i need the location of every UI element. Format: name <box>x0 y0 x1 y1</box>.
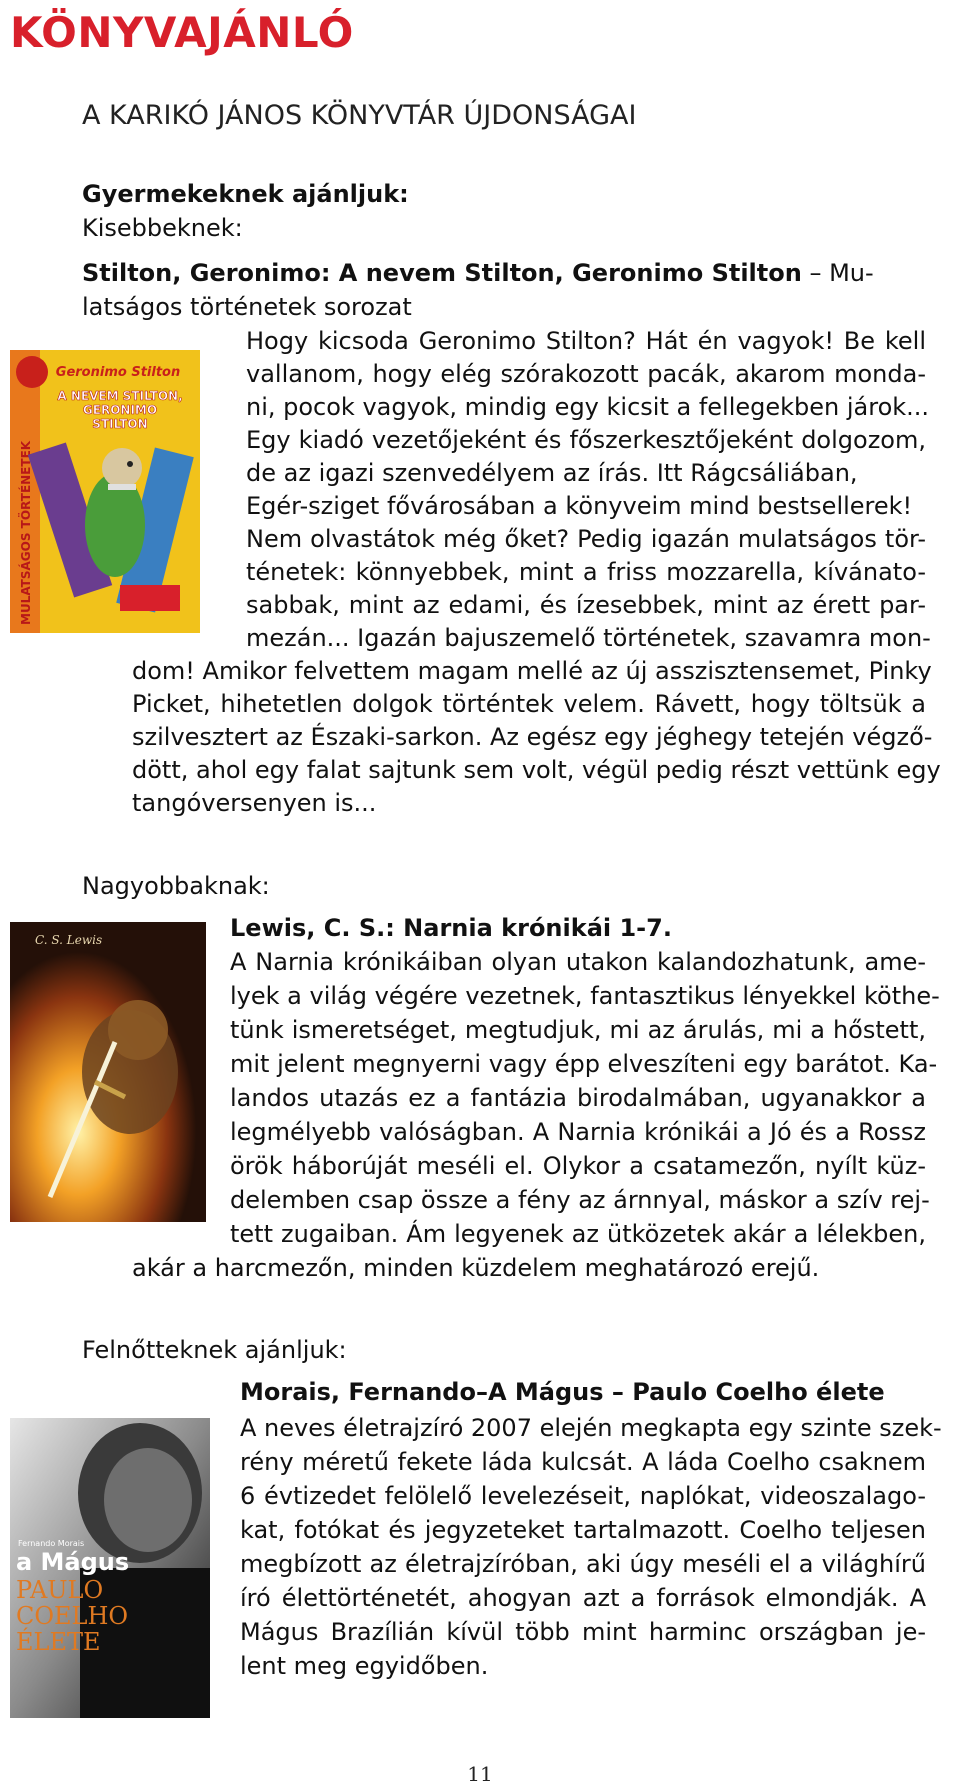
book-title: Morais, Fernando–A Mágus – Paulo Coelho élete <box>240 1378 885 1406</box>
book-description-line: kat, fotókat és jegyzeteket tartalmazott. Coelho teljesen <box>240 1516 926 1544</box>
book-description-line: dött, ahol egy falat sajtunk sem volt, végül pedig részt vettünk egy <box>132 756 941 784</box>
page-title: KÖNYVAJÁNLÓ <box>10 8 354 57</box>
subsection-label-small: Kisebbeknek: <box>82 214 243 242</box>
book-cover-narnia <box>10 922 206 1222</box>
book-description-line: örök háborúját meséli el. Olykor a csatamezőn, nyílt küz- <box>230 1152 926 1180</box>
page-number: 11 <box>467 1762 493 1786</box>
cover-author-text: C. S. Lewis <box>35 933 103 947</box>
cover-title-line: a Mágus <box>16 1548 130 1576</box>
book-description-line: Egy kiadó vezetőjeként és főszerkesztőjeként dolgozom, <box>246 426 926 454</box>
book-description-line: delemben csap össze a fény az árnnyal, máskor a szív rej- <box>230 1186 930 1214</box>
book-cover-stilton <box>10 350 200 633</box>
book-description-line: tünk ismeretséget, megtudjuk, mi az árulás, mi a hőstett, <box>230 1016 926 1044</box>
book-description-line: író élettörténetét, ahogyan azt a források elmondják. A <box>240 1584 926 1612</box>
book-series-continued: latságos történetek sorozat <box>82 293 412 321</box>
book-description-line: Hogy kicsoda Geronimo Stilton? Hát én vagyok! Be kell <box>246 327 926 355</box>
book-description-line: mezán... Igazán bajuszemelő történetek, szavamra mon- <box>246 624 931 652</box>
cover-spine-text: MULATSÁGOS TÖRTÉNETEK <box>19 440 33 625</box>
book-description-line: vallanom, hogy elég szórakozott pacák, akarom monda- <box>246 360 926 388</box>
cover-author-text: Fernando Morais <box>18 1539 85 1548</box>
book-description-line: dom! Amikor felvettem magam mellé az új asszisztensemet, Pinky <box>132 657 932 685</box>
book-description-line: de az igazi szenvedélyem az írás. Itt Rágcsáliában, <box>246 459 858 487</box>
book-description-line: landos utazás ez a fantázia birodalmában, ugyanakkor a <box>230 1084 926 1112</box>
book-description-line: Nem olvastátok még őket? Pedig igazán mulatságos tör- <box>246 525 926 553</box>
book-description-line: ténetek: könnyebbek, mint a friss mozzarella, kívánato- <box>246 558 926 586</box>
cover-title-line: COELHO <box>16 1602 129 1630</box>
subsection-label-big: Nagyobbaknak: <box>82 872 270 900</box>
book-description-line: megbízott az életrajzíróban, aki úgy meséli el a világhírű <box>240 1550 926 1578</box>
book-title: Stilton, Geronimo: A nevem Stilton, Geronimo Stilton <box>82 259 802 287</box>
book-description-line: mit jelent megnyerni vagy épp elveszíteni egy barátot. Ka- <box>230 1050 938 1078</box>
book-description-line: lyek a világ végére vezetnek, fantasztikus lényekkel köthe- <box>230 982 940 1010</box>
book-description-line: tangóversenyen is... <box>132 789 377 817</box>
book-description-line: szilvesztert az Északi-sarkon. Az egész egy jéghegy tetején végző- <box>132 723 933 751</box>
book-description-line: Picket, hihetetlen dolgok történtek velem. Rávett, hogy töltsük a <box>132 690 926 718</box>
book-heading <box>82 257 874 290</box>
book-description-line: tett zugaiban. Ám legyenek az ütközetek akár a lélekben, <box>230 1220 926 1248</box>
book-description-line: A neves életrajzíró 2007 elején megkapta egy szinte szek- <box>240 1414 942 1442</box>
book-description-line: legmélyebb valóságban. A Narnia krónikái a Jó és a Rossz <box>230 1118 926 1146</box>
cover-author-text: Geronimo Stilton <box>55 365 181 380</box>
book-cover-magus <box>10 1418 210 1718</box>
cover-title-line: ÉLETE <box>16 1628 101 1656</box>
book-series: – Mu- <box>801 259 874 287</box>
book-description-line: ni, pocok vagyok, mindig egy kicsit a fellegekben járok... <box>246 393 930 421</box>
book-description-line: Mágus Brazílián kívül több mint harminc országban je- <box>240 1618 926 1646</box>
section-heading-adults: Felnőtteknek ajánljuk: <box>82 1336 347 1364</box>
cover-title-line: STILTON <box>92 417 148 431</box>
book-description-line: A Narnia krónikáiban olyan utakon kalandozhatunk, ame- <box>230 948 926 976</box>
book-description-line: 6 évtizedet felölelő levelezéseit, naplókat, videoszalago- <box>240 1482 926 1510</box>
book-description-line: sabbak, mint az edami, és ízesebbek, mint az érett par- <box>246 591 926 619</box>
page-subtitle: A KARIKÓ JÁNOS KÖNYVTÁR ÚJDONSÁGAI <box>82 100 637 131</box>
book-title: Lewis, C. S.: Narnia krónikái 1-7. <box>230 914 672 942</box>
cover-title-line: GERONIMO <box>82 403 158 417</box>
book-description-line: akár a harcmezőn, minden küzdelem meghatározó erejű. <box>132 1254 820 1282</box>
book-description-line: Egér-sziget fővárosában a könyveim mind bestsellerek! <box>246 492 913 520</box>
cover-title-line: PAULO <box>16 1576 104 1604</box>
section-heading-children: Gyermekeknek ajánljuk: <box>82 180 409 208</box>
book-description-line: rény méretű fekete láda kulcsát. A láda Coelho csaknem <box>240 1448 926 1476</box>
cover-title-line: A NEVEM STILTON, <box>57 389 183 403</box>
book-description-line: lent meg egyidőben. <box>240 1652 489 1680</box>
